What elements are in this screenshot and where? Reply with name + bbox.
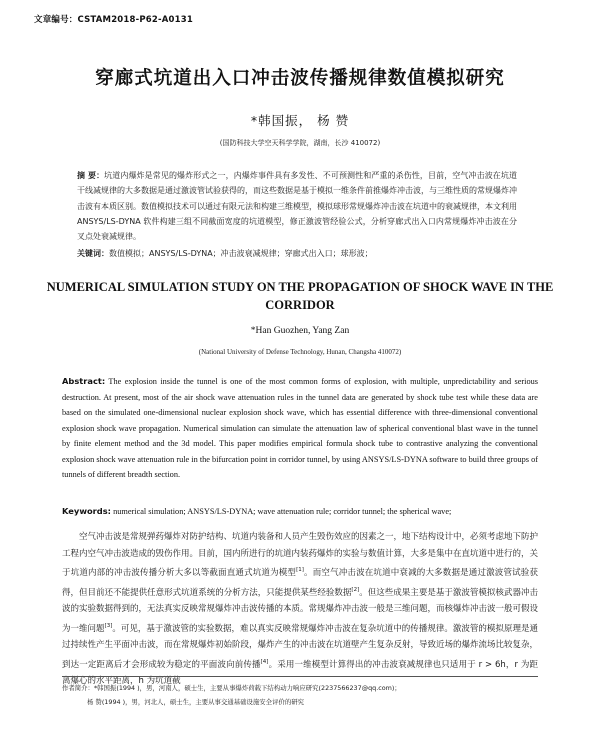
chinese-title: 穿廊式坑道出入口冲击波传播规律数值模拟研究: [95, 68, 505, 89]
chinese-keywords-text: 数值模拟；ANSYS/LS-DYNA；冲击波衰减规律；穿廊式出入口；球形波；: [109, 249, 373, 258]
body-text-part-4: 。可见，基于激波管的实验数据，难以真实反映常规爆炸冲击波在复杂坑道中的传播规律。激波管的模拟原理是通过持续性产生平面冲击波，而在常规爆炸初始阶段，爆炸产生的冲击波在坑道壁产生复杂反射，导致近场的爆炸流场比较复杂，到达一定距离后才会形成较为稳定的平面波向前传播: [62, 623, 539, 670]
footnotes: [62, 681, 538, 709]
body-text-part-2: 。而空气冲击波在坑道中衰减的大多数据是通过激波管试验获得，但目前还不能提供任意形式坑道系统的分析方法，只能提供某些经验数据: [62, 568, 538, 598]
english-title: NUMERICAL SIMULATION STUDY ON THE PROPAGATION OF SHOCK WAVE IN THE CORRIDOR: [46, 280, 554, 312]
chinese-authors: *韩国振， 杨 赞: [250, 113, 350, 128]
article-number: 文章编号：CSTAM2018-P62-A0131: [34, 15, 193, 25]
body-text-part-3: 。但这些成果主要是基于激波管模拟核武器冲击波的实验数据得到的，无法真实反映常规爆炸冲击波传播的本质。常规爆炸冲击波一般是三维问题，而核爆炸冲击波一般可假设为一维问题: [62, 587, 539, 634]
chinese-abstract-text: 坑道内爆炸是常见的爆炸形式之一，内爆炸事件具有多发性、不可预测性和严重的杀伤性，目前，空气冲击波在坑道干线减规律的大多数据是通过激波管试验获得的，而这些数据是基于模拟一维条件前推爆炸冲击波，与三维性质的常规爆炸冲击波有本质区别。数值模拟技术可以通过有限元法和构建三维模型，模拟球形常规爆炸冲击波在坑道中的衰减规律，本文利用 ANSYS/LS-DYNA 软件构建三组不同截面宽度的坑道模型，修正激波管经验公式，分析穿廊式出入口内常规爆炸冲击波在分叉点处衰减规律。: [77, 171, 517, 242]
footnote-author-1: 作者简介：*韩国振(1994 )，男，河南人，硕士生，主要从事爆炸荷载下结构动力响应研究(2237566237@qq.com)；: [62, 684, 401, 692]
chinese-keywords-label: 关键词：: [77, 249, 109, 258]
english-affiliation: (National University of Defense Technology, Hunan, Changsha 410072): [198, 348, 402, 356]
body-text-part-1: 空气冲击波是常规弹药爆炸对防护结构、坑道内装备和人员产生毁伤效应的因素之一，地下结构设计中，必须考虑地下防护工程内空气冲击波造成的毁伤作用。目前，国内所进行的坑道内装药爆炸的实验与数值计算，大多是集中在直坑道中进行的，关于坑道内部的冲击波传播分析大多以等截面直通式坑道为模型: [62, 532, 539, 579]
chinese-abstract: [77, 168, 517, 244]
english-abstract: [62, 374, 538, 483]
chinese-affiliation: (国防科技大学空天科学学院，湖南，长沙 410072): [219, 139, 381, 147]
citation-2: [2]: [351, 586, 360, 593]
english-keywords: [62, 506, 538, 516]
chinese-abstract-label: 摘 要：: [77, 171, 105, 180]
english-keywords-label: Keywords:: [62, 506, 111, 516]
english-abstract-text: The explosion inside the tunnel is one of the most common forms of explosion, with multiple, unpredictability and serious destruction. At present, most of the air shock wave attenuation rules in the tunnel data are generated by shock tube test while these data are based on the simulated one-dimensional nuclear explosion shock wave, which has essential difference with three-dimensional conventional explosion shock wave propagation. Numerical simulation can simulate the attenuation law of spherical conventional blast wave in the tunnel by finite element method and the 3d model. This paper modifies empirical formula shock tube to contrastive analyzing the conventional explosion shock wave attenuation rule in the bifurcation point in corridor tunnel, by using ANSYS/LS-DYNA software to build three groups of tunnels of different breadth section.: [62, 377, 538, 479]
english-abstract-label: Abstract:: [62, 376, 106, 386]
citation-4: [4]: [260, 658, 269, 665]
body-text-part-5: 。采用一维模型计算得出的冲击波衰减规律也只适用于 r > 6h，r 为距离爆心的水平距离，h 为坑道截: [62, 659, 539, 687]
body-paragraph: [62, 529, 538, 690]
citation-3: [3]: [104, 622, 113, 629]
footnote-author-2: 杨 赞(1994 )，男，河北人，硕士生，主要从事交通基础设施安全评价的研究: [87, 698, 305, 706]
english-authors: *Han Guozhen, Yang Zan: [250, 326, 350, 336]
footnote-divider: [62, 676, 538, 677]
english-keywords-text: numerical simulation; ANSYS/LS-DYNA; wave attenuation rule; corridor tunnel; the spherical wave;: [113, 507, 452, 516]
citation-1: [1]: [296, 567, 304, 574]
chinese-keywords: [77, 248, 517, 259]
